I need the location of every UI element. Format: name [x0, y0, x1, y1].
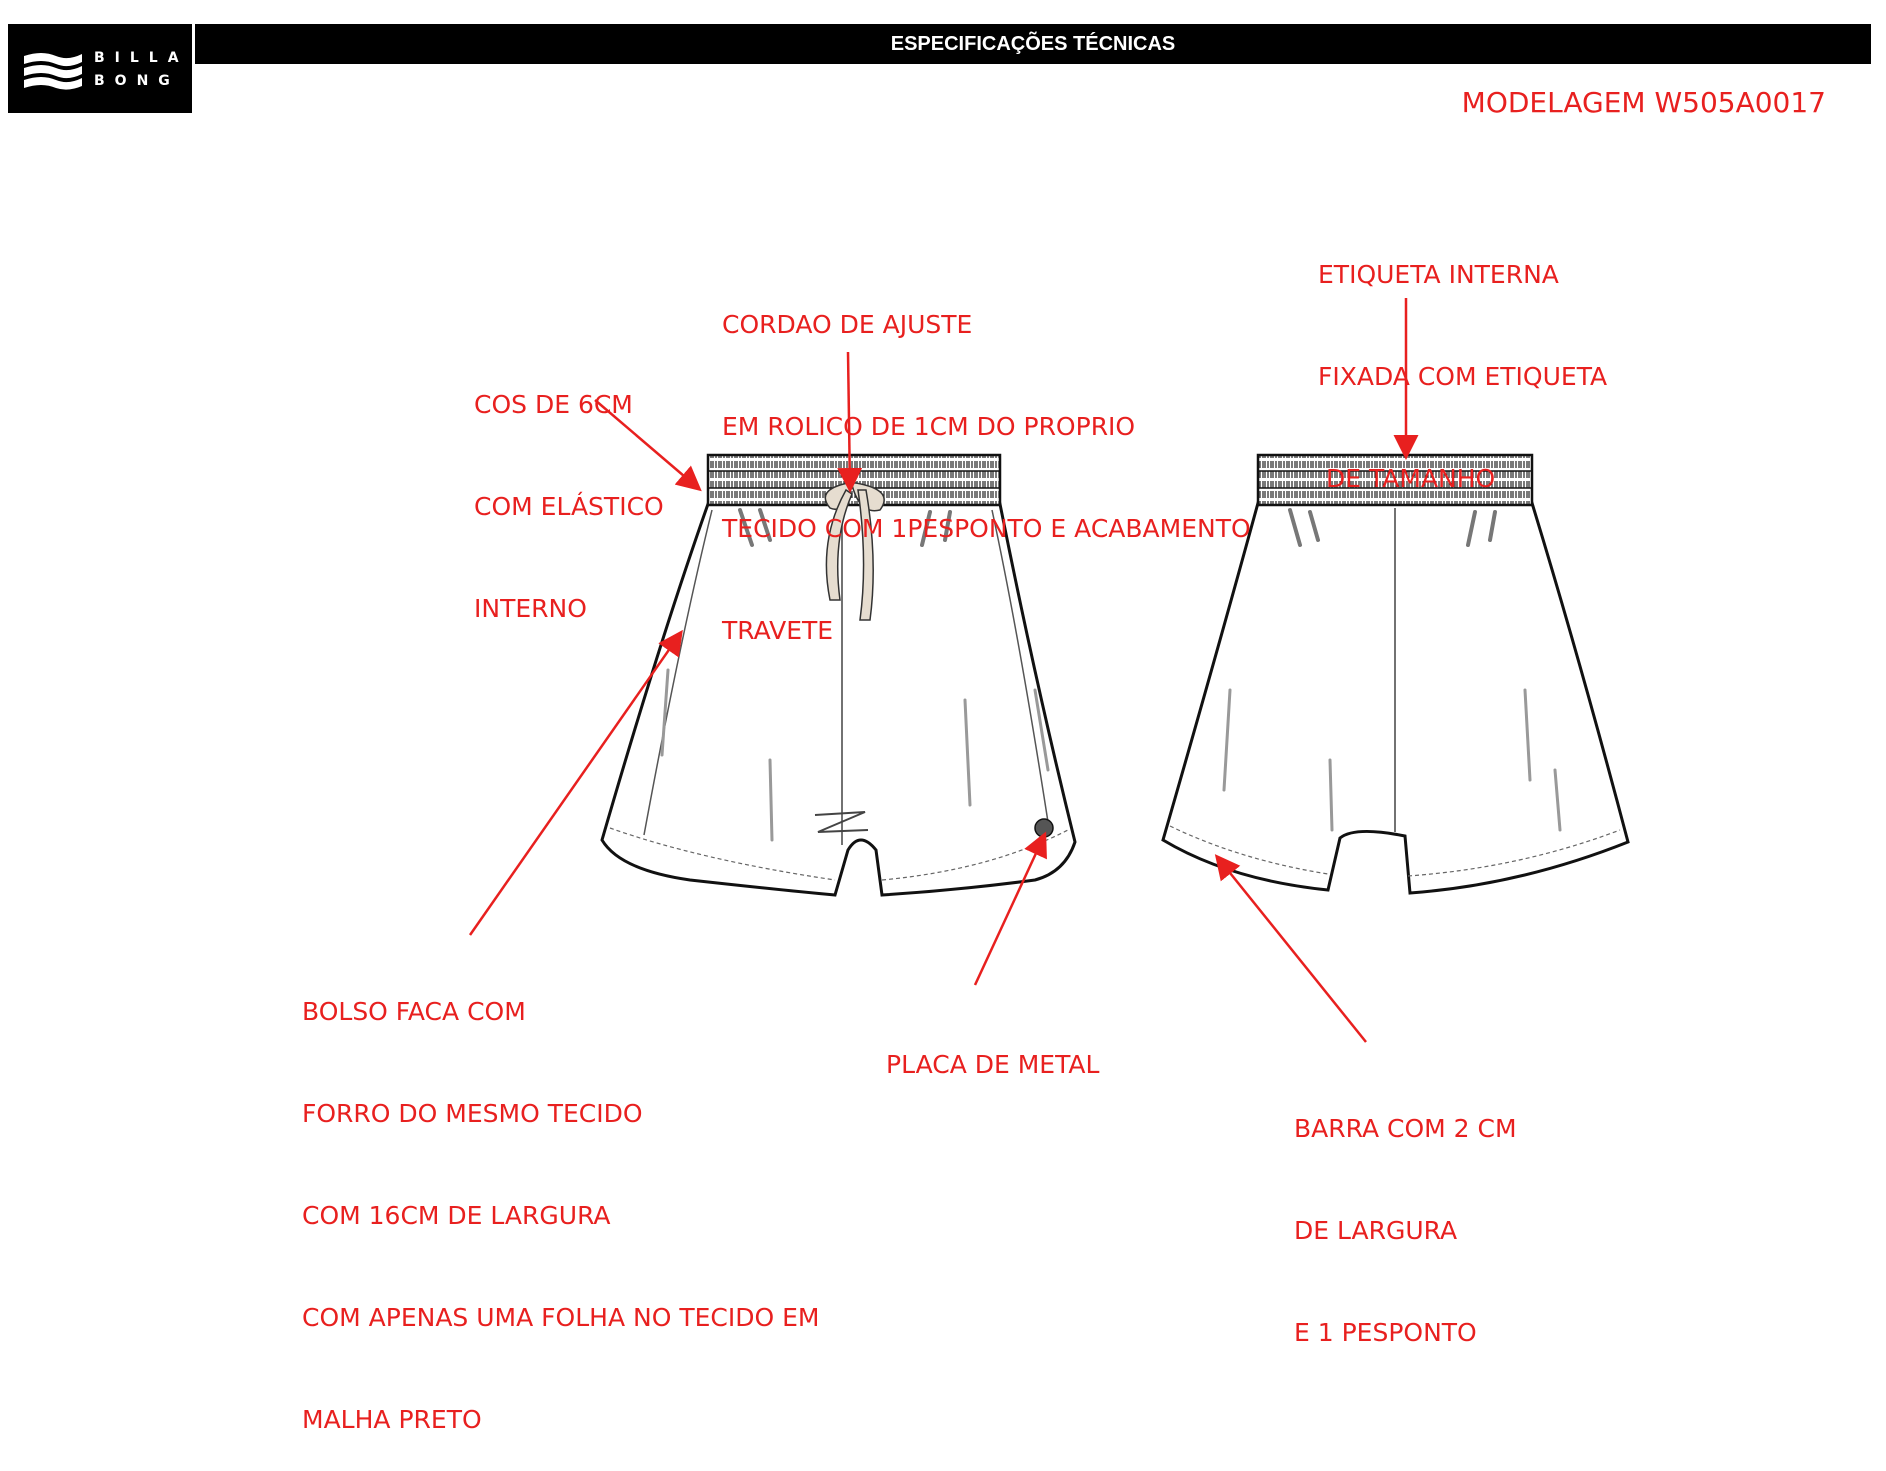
annotation-waistband: COS DE 6CM COM ELÁSTICO INTERNO	[474, 390, 664, 623]
annotation-pocket: BOLSO FACA COM FORRO DO MESMO TECIDO COM 16CM DE LARGURA COM APENAS UMA FOLHA NO TECIDO EM MALHA PRETO	[302, 997, 820, 1434]
annotation-metal-plate: PLACA DE METAL	[886, 1050, 1100, 1079]
annotation-drawcord: CORDAO DE AJUSTE EM ROLICO DE 1CM DO PROPRIO TECIDO COM 1PESPONTO E ACABAMENTO TRAVETE	[722, 310, 1251, 645]
model-label: MODELAGEM W505A0017	[1461, 86, 1826, 119]
metal-plate	[1035, 819, 1053, 837]
brand-name-line2: BONG	[94, 73, 180, 89]
annotation-internal-label: ETIQUETA INTERNA FIXADA COM ETIQUETA DE TAMANHO	[1318, 260, 1608, 493]
header-title: ESPECIFICAÇÕES TÉCNICAS	[195, 24, 1871, 64]
brand-name-line1: BILLA	[94, 50, 189, 66]
annotation-hem: BARRA COM 2 CM DE LARGURA E 1 PESPONTO	[1294, 1114, 1517, 1347]
